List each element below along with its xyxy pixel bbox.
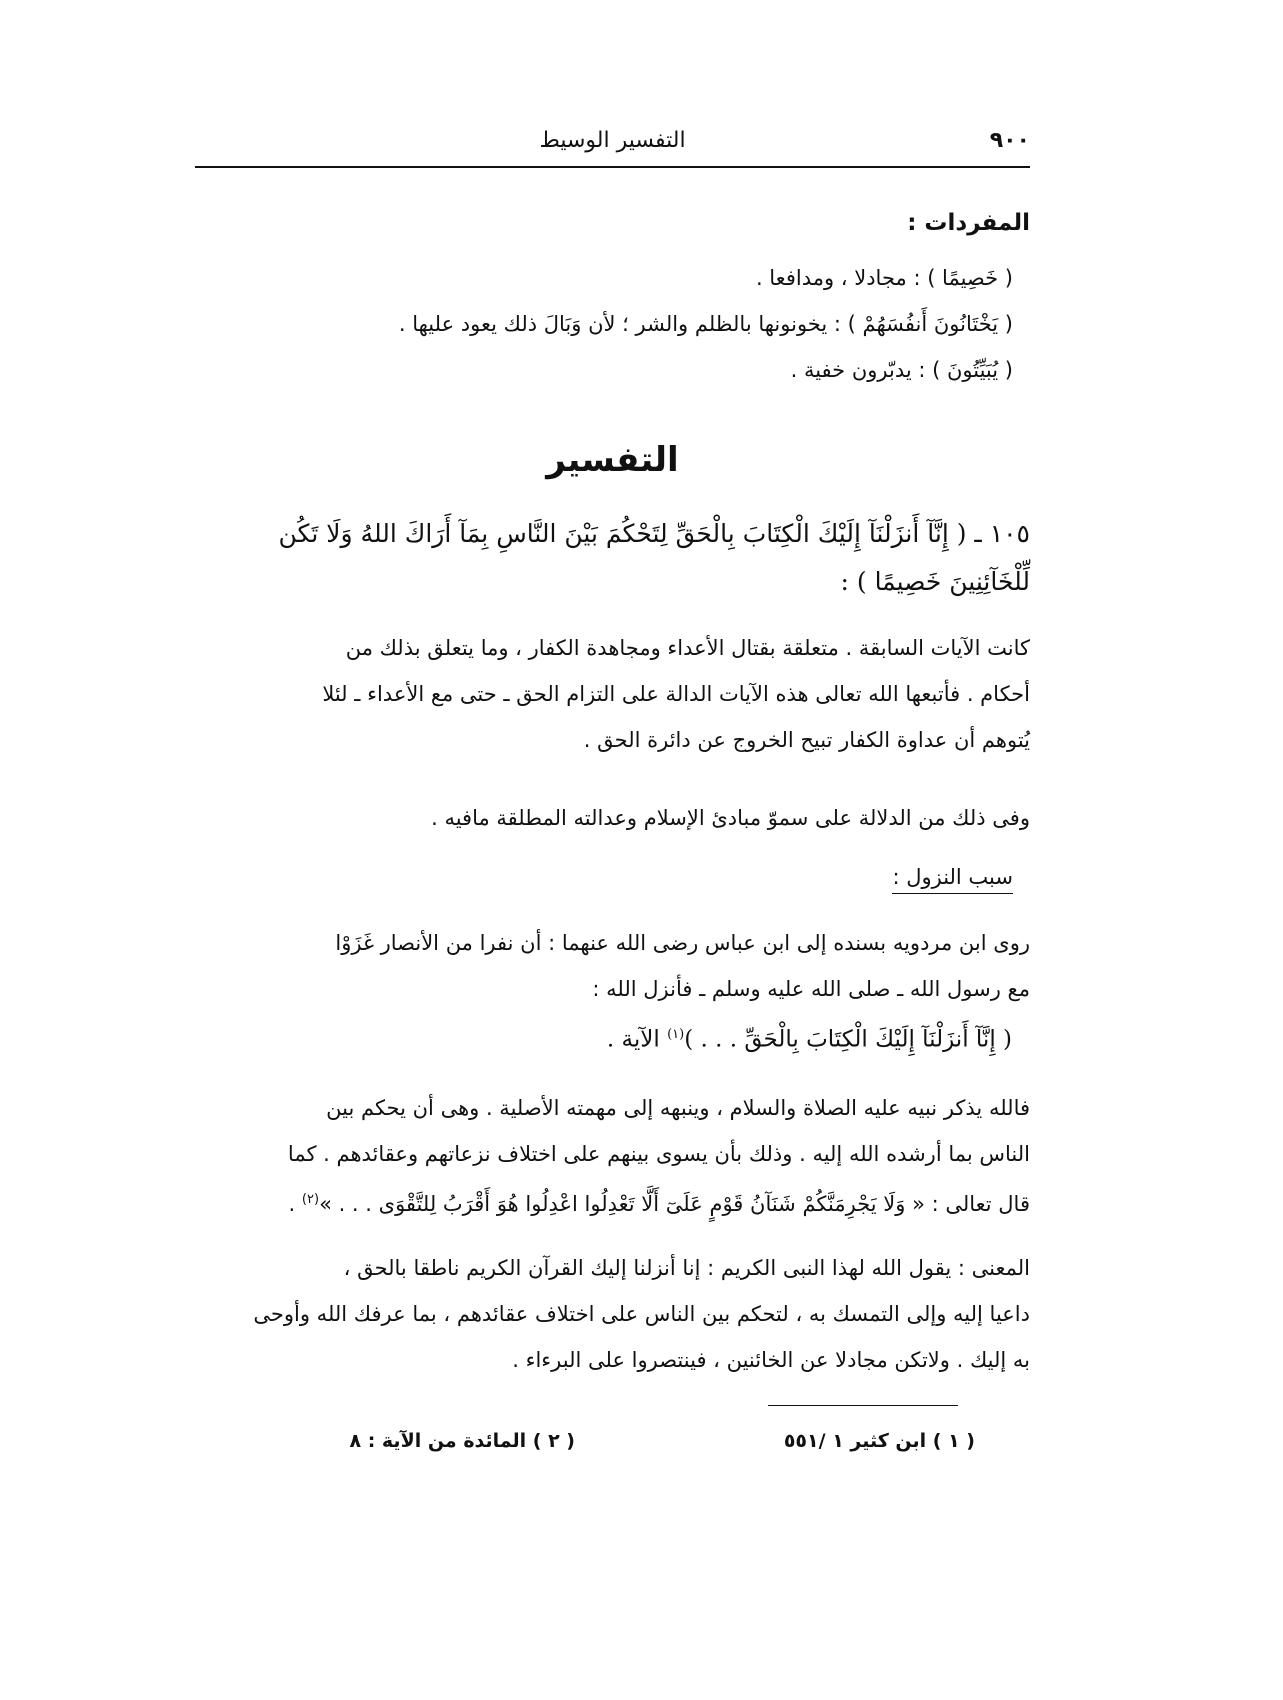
footnote-divider bbox=[768, 1405, 958, 1406]
section-title: التفسير bbox=[546, 440, 679, 480]
book-title: التفسير الوسيط bbox=[539, 128, 686, 153]
text-line: يُتوهم أن عداوة الكفار تبيح الخروج عن دائرة الحق . bbox=[583, 728, 1030, 752]
text-line: داعيا إليه وإلى التمسك به ، لتحكم بين الناس على اختلاف عقائدهم ، بما عرفك الله وأوحى bbox=[253, 1302, 1030, 1326]
paragraph-meaning bbox=[195, 1245, 1030, 1383]
footnotes bbox=[195, 1430, 1005, 1460]
quoted-verse: ( إِنَّآ أَنزَلْنَآ إِلَيْكَ الْكِتَابَ بِالْحَقِّ . . . )$^{(١)}$ الآية . bbox=[606, 1026, 1012, 1053]
footnote-2: ( ٢ ) المائدة من الآية : ٨ bbox=[349, 1430, 575, 1452]
vocab-heading: المفردات : bbox=[907, 210, 1030, 236]
text-line: المعنى : يقول الله لهذا النبى الكريم : إنا أنزلنا إليك القرآن الكريم ناطقا بالحق ، bbox=[343, 1256, 1030, 1280]
text-line: به إليك . ولاتكن مجادلا عن الخائنين ، فينتصروا على البرءاء . bbox=[512, 1348, 1030, 1372]
vocab-item: ( يُبَيِّتُونَ ) : يدبّرون خفية . bbox=[790, 358, 1013, 382]
text-line: أحكام . فأتبعها الله تعالى هذه الآيات الدالة على التزام الحق ـ حتى مع الأعداء ـ لئلا bbox=[322, 682, 1030, 706]
footnote-ref-1: (١) bbox=[667, 1027, 685, 1042]
text-line: روى ابن مردويه بسنده إلى ابن عباس رضى الله عنهما : أن نفرا من الأنصار غَزَوْا bbox=[335, 931, 1030, 955]
text-line: قال تعالى : « وَلَا يَجْرِمَنَّكُمْ شَنَآنُ قَوْمٍ عَلَىٓ أَلَّا تَعْدِلُوا اعْدِلُوا هُوَ أَقْرَبُ لِلتَّقْوَى . . . »$^{(٢)}$ . bbox=[288, 1192, 1030, 1216]
page-number: ٩٠٠ bbox=[989, 128, 1030, 153]
text-line: كانت الآيات السابقة . متعلقة بقتال الأعداء ومجاهدة الكفار ، وما يتعلق بذلك من bbox=[345, 636, 1030, 660]
vocab-item: ( خَصِيمًا ) : مجادلا ، ومدافعا . bbox=[755, 266, 1013, 290]
verse-line: لِّلْخَآئِنِينَ خَصِيمًا ) : bbox=[840, 567, 1030, 596]
text-line: فالله يذكر نبيه عليه الصلاة والسلام ، وينبهه إلى مهمته الأصلية . وهى أن يحكم بين bbox=[326, 1096, 1030, 1120]
footnote-1: ( ١ ) ابن كثير ١ /٥٥١ bbox=[783, 1430, 975, 1452]
text-line: مع رسول الله ـ صلى الله عليه وسلم ـ فأنزل الله : bbox=[592, 977, 1030, 1001]
footnote-ref-2: (٢) bbox=[301, 1192, 320, 1207]
header-divider bbox=[195, 166, 1030, 168]
cause-of-revelation-heading: سبب النزول : bbox=[892, 865, 1013, 894]
paragraph-significance: وفى ذلك من الدلالة على سموّ مبادئ الإسلام وعدالته المطلقة مافيه . bbox=[431, 806, 1030, 830]
page-header bbox=[195, 128, 1030, 168]
verse-line: ١٠٥ ـ ( إِنَّآ أَنزَلْنَآ إِلَيْكَ الْكِتَابَ بِالْحَقِّ لِتَحْكُمَ بَيْنَ النَّاسِ بِمَآ أَرَاكَ اللهُ وَلَا تَكُن bbox=[278, 519, 1030, 548]
vocab-item: ( يَخْتَانُونَ أَنفُسَهُمْ ) : يخونونها بالظلم والشر ؛ لأن وَبَالَ ذلك يعود عليها . bbox=[398, 312, 1013, 336]
paragraph-cause bbox=[195, 920, 1030, 1063]
paragraph-context bbox=[195, 625, 1030, 763]
verse-105 bbox=[195, 510, 1030, 606]
text-line: الناس بما أرشده الله إليه . وذلك بأن يسوى بينهم على اختلاف نزعاتهم وعقائدهم . كما bbox=[287, 1142, 1030, 1166]
paragraph-explanation bbox=[195, 1085, 1030, 1227]
vocab-list bbox=[195, 255, 1013, 393]
